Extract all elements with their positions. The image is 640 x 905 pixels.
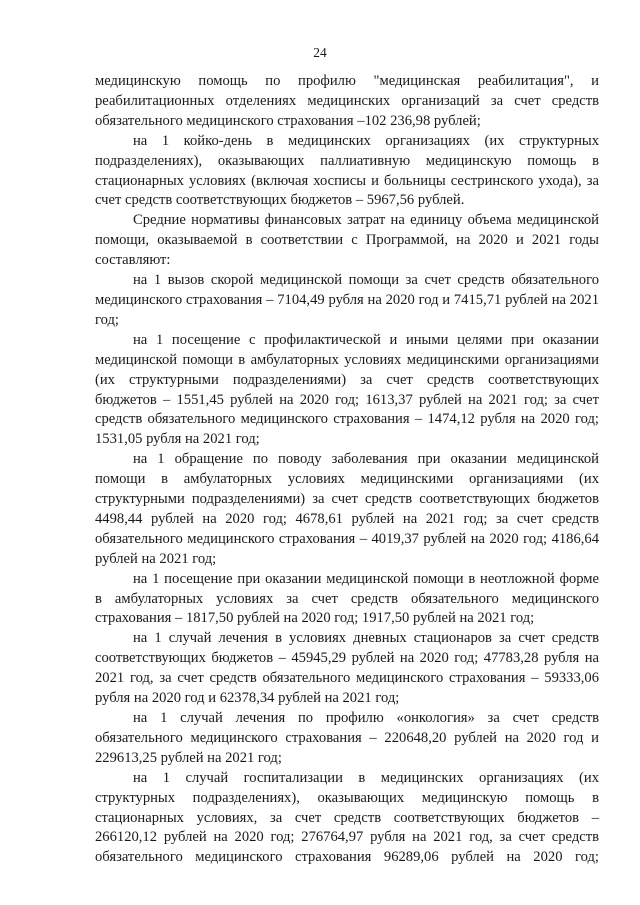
paragraph-oncology-case: на 1 случай лечения по профилю «онкология» за счет средств обязательного медицинского страхования – 220648,20 рублей на 2020 год и 229613,25 рублей на 2021 год; [95, 710, 599, 766]
paragraph-ambulance-call: на 1 вызов скорой медицинской помощи за счет средств обязательного медицинского страхования – 7104,49 рубля на 2020 год и 7415,71 рублей на 2021 год; [95, 272, 599, 328]
paragraph-day-hospital-case: на 1 случай лечения в условиях дневных стационаров за счет средств соответствующих бюджетов – 45945,29 рублей на 2020 год; 47783,28 рубля на 2021 год, за счет средств обязательного медицинского страхования – 59333,06 рубля на 2020 год и 62378,34 рублей на 2021 год; [95, 630, 599, 707]
paragraph-hospitalization-case: на 1 случай госпитализации в медицинских организациях (их структурных подразделениях), оказывающих медицинскую помощь в стационарных условиях, за счет средств соответствующих бюджетов – 266120,12 рублей на 2020 год; 276764,97 рубля на 2021 год, за счет средств обязательного медицинского страхования 96289,06 рублей на 2020 год; [95, 769, 599, 866]
paragraph-urgent-visit: на 1 посещение при оказании медицинской помощи в неотложной форме в амбулаторных условиях за счет средств обязательного медицинского страхования – 1817,50 рублей на 2020 год; 1917,50 рублей на 2021 год; [95, 570, 599, 627]
paragraph-preventive-visit: на 1 посещение с профилактической и иными целями при оказании медицинской помощи в амбулаторных условиях медицинскими организациями (их структурными подразделениями) за счет средств соответствующих бюджетов – 1551,45 рублей на 2020 год; 1613,37 рублей на 2021 год; за счет средств обязательного медицинского страхования – 1474,12 рубля на 2020 год; 1531,05 рубля на 2021 год; [95, 331, 599, 448]
page-number: 24 [313, 45, 327, 60]
paragraph-continuation: медицинскую помощь по профилю "медицинская реабилитация", и реабилитационных отделениях медицинских организаций за счет средств обязательного медицинского страхования –102 236,98 рублей; [95, 73, 599, 129]
paragraph-palliative-bed-day: на 1 койко-день в медицинских организациях (их структурных подразделениях), оказывающих паллиативную медицинскую помощь в стационарных условиях (включая хосписы и больницы сестринского ухода), за счет средств соответствующих бюджетов – 5967,56 рублей. [95, 132, 599, 209]
paragraph-average-standards-intro: Средние нормативы финансовых затрат на единицу объема медицинской помощи, оказываемой в соответствии с Программой, на 2020 и 2021 годы составляют: [95, 212, 599, 269]
document-body [95, 72, 599, 868]
paragraph-disease-appeal: на 1 обращение по поводу заболевания при оказании медицинской помощи в амбулаторных условиях медицинскими организациями (их структурными подразделениями) за счет средств соответствующих бюджетов 4498,44 рублей на 2020 год; 4678,61 рублей на 2021 год; за счет средств обязательного медицинского страхования – 4019,37 рублей на 2020 год; 4186,64 рублей на 2021 год; [95, 451, 599, 567]
